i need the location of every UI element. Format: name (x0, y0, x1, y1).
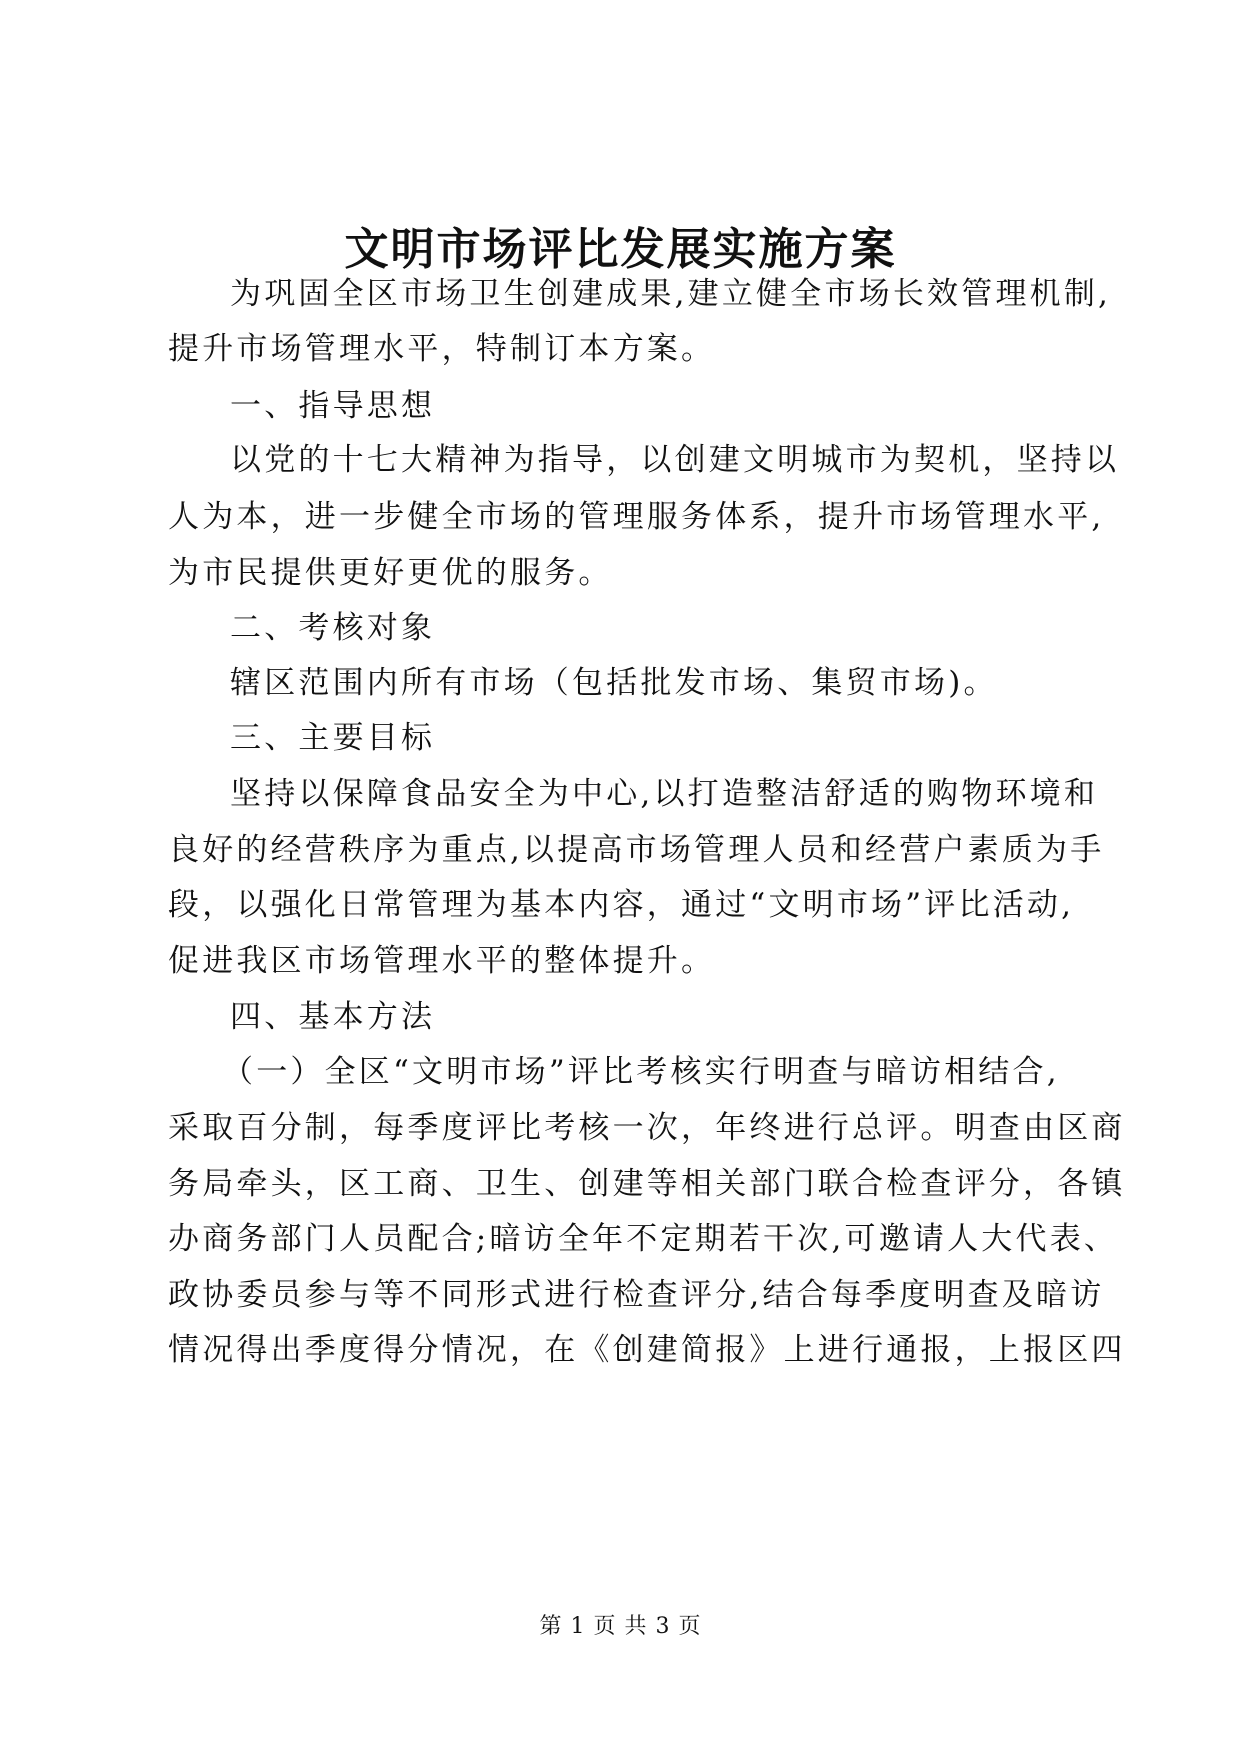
body-line: 坚持以保障食品安全为中心,以打造整洁舒适的购物环境和 (230, 776, 1099, 812)
body-line: （一）全区“文明市场”评比考核实行明查与暗访相结合, (222, 1054, 1060, 1090)
body-line: 良好的经营秩序为重点,以提高市场管理人员和经营户素质为手 (168, 832, 1105, 868)
section-heading: 二、考核对象 (230, 610, 436, 646)
body-line: 为巩固全区市场卫生创建成果,建立健全市场长效管理机制, (230, 276, 1112, 312)
body-line: 段，以强化日常管理为基本内容，通过“文明市场”评比活动, (168, 887, 1075, 923)
body-line: 人为本，进一步健全市场的管理服务体系，提升市场管理水平, (168, 499, 1105, 535)
body-line: 为市民提供更好更优的服务。 (168, 555, 613, 591)
body-line: 促进我区市场管理水平的整体提升。 (168, 943, 716, 979)
section-heading: 四、基本方法 (230, 999, 436, 1035)
section-heading: 三、主要目标 (230, 720, 436, 756)
body-line: 情况得出季度得分情况，在《创建简报》上进行通报，上报区四 (168, 1332, 1126, 1368)
section-heading: 一、指导思想 (230, 388, 436, 424)
body-line: 采取百分制，每季度评比考核一次，年终进行总评。明查由区商 (168, 1110, 1126, 1146)
body-line: 办商务部门人员配合;暗访全年不定期若干次,可邀请人大代表、 (168, 1221, 1119, 1257)
body-line: 提升市场管理水平，特制订本方案。 (168, 331, 716, 367)
page-footer: 第 1 页 共 3 页 (539, 1614, 702, 1639)
body-line: 政协委员参与等不同形式进行检查评分,结合每季度明查及暗访 (168, 1277, 1105, 1313)
body-line: 务局牵头，区工商、卫生、创建等相关部门联合检查评分，各镇 (168, 1166, 1126, 1202)
document-title: 文明市场评比发展实施方案 (344, 224, 897, 275)
body-line: 辖区范围内所有市场（包括批发市场、集贸市场)。 (230, 665, 998, 701)
body-line: 以党的十七大精神为指导，以创建文明城市为契机，坚持以 (230, 442, 1120, 478)
